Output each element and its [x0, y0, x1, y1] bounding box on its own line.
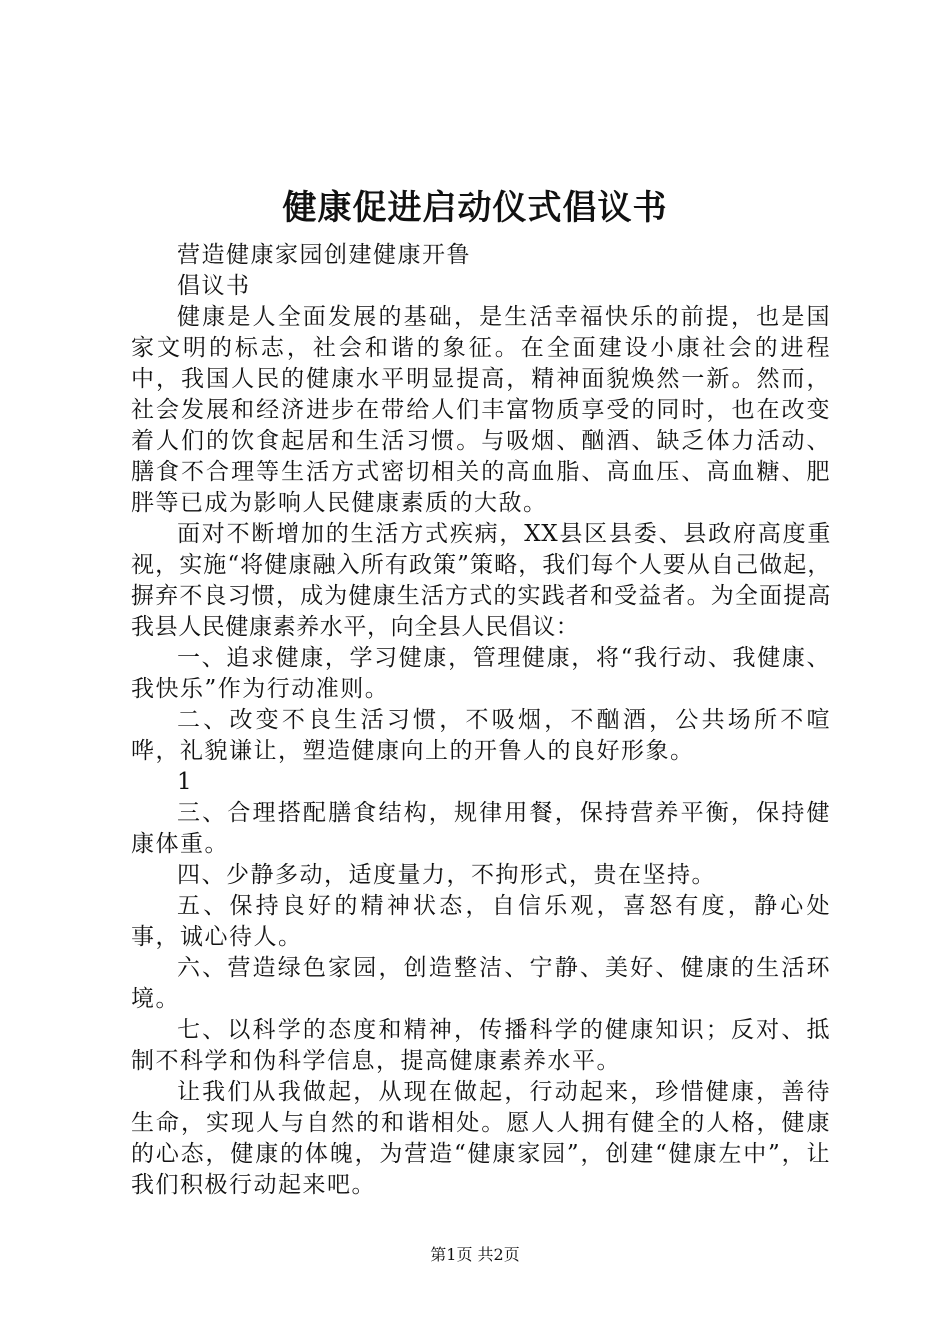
paragraph-closing: 让我们从我做起，从现在做起，行动起来，珍惜健康，善待生命，实现人与自然的和谐相处。愿人人拥有健全的人格，健康的心态，健康的体魄，为营造“健康家园”，创建“健康左中”，让我们积极行动起来吧。 [131, 1079, 831, 1198]
proposal-item-3: 三、合理搭配膳食结构，规律用餐，保持营养平衡，保持健康体重。 [131, 800, 831, 857]
subtitle-line: 营造健康家园创建健康开鲁 [177, 242, 471, 268]
document-title: 健康促进启动仪式倡议书 [282, 188, 668, 228]
paragraph-intro: 健康是人全面发展的基础，是生活幸福快乐的前提，也是国家文明的标志，社会和谐的象征。在全面建设小康社会的进程中，我国人民的健康水平明显提高，精神面貌焕然一新。然而，社会发展和经济进步在带给人们丰富物质享受的同时，也在改变着人们的饮食起居和生活习惯。与吸烟、酗酒、缺乏体力活动、膳食不合理等生活方式密切相关的高血脂、高血压、高血糖、肥胖等已成为影响人民健康素质的大敌。 [131, 304, 831, 516]
proposal-item-5: 五、保持良好的精神状态，自信乐观，喜怒有度，静心处事，诚心待人。 [131, 893, 831, 950]
heading-line: 倡议书 [177, 273, 251, 299]
page-footer: 第1页 共2页 [430, 1245, 520, 1264]
proposal-item-2: 二、改变不良生活习惯，不吸烟，不酗酒，公共场所不喧哗，礼貌谦让，塑造健康向上的开鲁人的良好形象。 [131, 707, 831, 764]
inline-page-number: 1 [177, 769, 192, 795]
proposal-item-4: 四、少静多动，适度量力，不拘形式，贵在坚持。 [177, 862, 716, 888]
proposal-item-7: 七、以科学的态度和精神，传播科学的健康知识；反对、抵制不科学和伪科学信息，提高健康素养水平。 [131, 1017, 831, 1074]
document-body [131, 240, 831, 1201]
proposal-item-1: 一、追求健康，学习健康，管理健康，将“我行动、我健康、我快乐”作为行动准则。 [131, 645, 831, 702]
proposal-item-6: 六、营造绿色家园，创造整洁、宁静、美好、健康的生活环境。 [131, 955, 831, 1012]
paragraph-context: 面对不断增加的生活方式疾病，XX县区县委、县政府高度重视，实施“将健康融入所有政策”策略，我们每个人要从自己做起，摒弃不良习惯，成为健康生活方式的实践者和受益者。为全面提高我县人民健康素养水平，向全县人民倡议： [131, 521, 831, 640]
